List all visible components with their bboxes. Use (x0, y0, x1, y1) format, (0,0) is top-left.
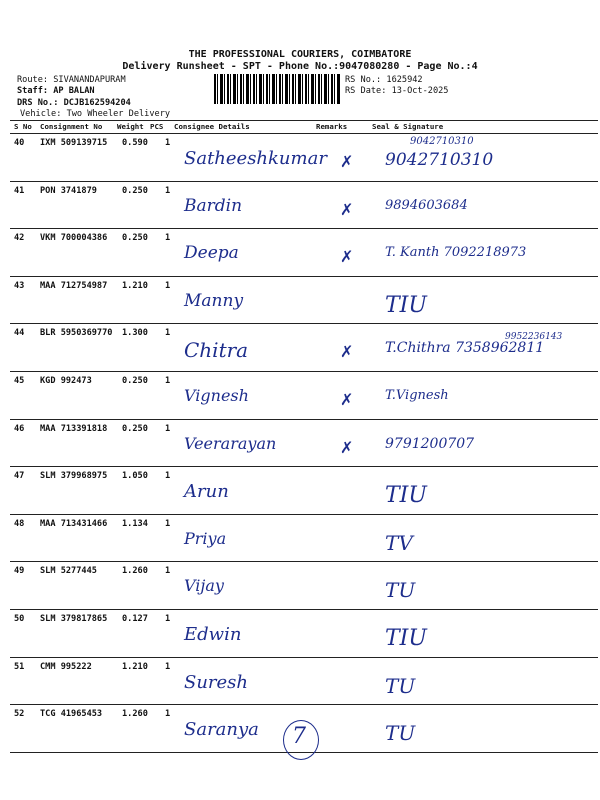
row-divider (10, 181, 598, 182)
rs-number: RS No.: 1625942 (345, 75, 423, 85)
row-remark-mark: ✗ (340, 199, 354, 219)
row-divider (10, 276, 598, 277)
staff-label: Staff: AP BALAN (17, 86, 95, 96)
row-weight: 1.260 (122, 566, 148, 577)
col-weight: Weight (117, 122, 144, 131)
row-remark-mark: ✗ (340, 342, 354, 362)
header-bottom-line (10, 133, 598, 134)
row-sno: 52 (14, 709, 25, 720)
row-pcs: 1 (165, 138, 171, 148)
row-pcs: 1 (165, 423, 171, 434)
row-signature: 9042710310 (385, 150, 494, 170)
row-consignee-name: Satheeshkumar (184, 148, 327, 169)
row-sno: 51 (14, 661, 25, 672)
barcode-icon (214, 74, 340, 104)
row-weight: 0.250 (122, 423, 148, 434)
row-consignee-name: Edwin (184, 624, 242, 645)
stamp-number: 7 (292, 724, 306, 749)
row-pcs: 1 (165, 518, 171, 529)
row-pcs: 1 (165, 661, 171, 672)
row-weight: 1.134 (122, 518, 148, 529)
col-consignment: Consignment No (40, 122, 103, 131)
row-consignment-no: SLM 5277445 (40, 566, 97, 577)
row-pcs: 1 (165, 566, 171, 577)
row-consignment-no: CMM 995222 (40, 661, 92, 672)
row-remark-mark: ✗ (340, 437, 354, 457)
row-consignee-name: Saranya (184, 719, 259, 741)
drs-label: DRS No.: DCJB162594204 (17, 98, 131, 108)
row-weight: 1.300 (122, 328, 148, 339)
row-consignment-no: MAA 713391818 (40, 423, 108, 434)
header-top-line (10, 120, 598, 121)
row-divider (10, 561, 598, 562)
row-consignee-name: Suresh (184, 671, 249, 693)
row-signature: TU (385, 578, 416, 603)
row-sno: 42 (14, 233, 25, 244)
row45-top-note: 9952236143 (505, 332, 563, 342)
row-weight: 0.250 (122, 185, 148, 196)
col-consignee: Consignee Details (174, 122, 250, 131)
row-divider (10, 466, 598, 467)
row-consignee-name: Vignesh (184, 386, 249, 405)
row-pcs: 1 (165, 709, 171, 720)
row-consignee-name: Veerarayan (184, 433, 277, 453)
row-weight: 1.210 (122, 661, 148, 672)
row-consignment-no: PON 3741879 (40, 185, 97, 196)
row-pcs: 1 (165, 614, 171, 624)
row-sno: 45 (14, 376, 25, 386)
row-weight: 1.050 (122, 471, 148, 482)
rs-date: RS Date: 13-Oct-2025 (345, 86, 449, 96)
row-divider (10, 371, 598, 372)
row-pcs: 1 (165, 280, 171, 291)
row-signature: TV (385, 530, 413, 555)
row-consignee-name: Manny (184, 290, 244, 311)
row-sno: 50 (14, 614, 25, 624)
row-signature: TU (385, 721, 416, 746)
row-divider (10, 657, 598, 658)
row-weight: 1.260 (122, 709, 148, 720)
row-consignment-no: VKM 700004386 (40, 233, 108, 244)
route-label: Route: SIVANANDAPURAM (17, 75, 126, 85)
row-sno: 41 (14, 185, 25, 196)
row-sno: 43 (14, 280, 25, 291)
row-sno: 47 (14, 471, 25, 482)
company-title: THE PROFESSIONAL COURIERS, COIMBATORE (188, 49, 412, 60)
row-consignee-name: Arun (184, 481, 229, 503)
col-pcs: PCS (150, 122, 164, 131)
row-divider (10, 228, 598, 229)
row-remark-mark: ✗ (340, 247, 354, 267)
row-consignment-no: MAA 712754987 (40, 280, 108, 291)
col-seal: Seal & Signature (372, 122, 444, 131)
row-divider (10, 609, 598, 610)
row-pcs: 1 (165, 185, 171, 196)
row-sno: 49 (14, 566, 25, 577)
row40-top-note: 9042710310 (410, 136, 474, 147)
col-sno: S No (14, 122, 32, 131)
row-signature: TIU (385, 483, 427, 509)
row-remark-mark: ✗ (340, 390, 354, 409)
row-pcs: 1 (165, 376, 171, 386)
row-consignee-name: Deepa (184, 243, 239, 264)
row-signature: T.Chithra 7358962811 (385, 340, 545, 357)
row-consignee-name: Chitra (184, 338, 249, 363)
row-signature: T.Vignesh (385, 388, 449, 403)
row-consignment-no: SLM 379817865 (40, 614, 108, 624)
runsheet-subtitle: Delivery Runsheet - SPT - Phone No.:9047080280 - Page No.:4 (122, 61, 478, 72)
row-consignment-no: BLR 5950369770 (40, 328, 113, 339)
row-signature: 9894603684 (385, 197, 468, 213)
row-consignment-no: MAA 713431466 (40, 518, 108, 529)
row-signature: T. Kanth 7092218973 (385, 245, 527, 261)
row-consignment-no: KGD 992473 (40, 376, 92, 386)
row-signature: TIU (385, 626, 427, 651)
row-signature: TU (385, 673, 416, 698)
row-pcs: 1 (165, 328, 171, 339)
row-weight: 0.250 (122, 376, 148, 386)
row-consignee-name: Bardin (184, 195, 243, 216)
row-sno: 46 (14, 423, 25, 434)
row-consignment-no: TCG 41965453 (40, 709, 103, 720)
row-pcs: 1 (165, 471, 171, 482)
row-consignment-no: SLM 379968975 (40, 471, 108, 482)
row-divider (10, 514, 598, 515)
row-pcs: 1 (165, 233, 171, 244)
row-weight: 1.210 (122, 280, 148, 291)
row-consignee-name: Vijay (184, 576, 224, 596)
row-weight: 0.250 (122, 233, 148, 244)
col-remarks: Remarks (316, 122, 348, 131)
row-remark-mark: ✗ (340, 152, 354, 171)
row-sno: 44 (14, 328, 25, 339)
row-signature: 9791200707 (385, 435, 475, 452)
row-weight: 0.590 (122, 138, 148, 148)
row-sno: 40 (14, 138, 25, 148)
row-signature: TIU (385, 292, 427, 318)
row-divider (10, 323, 598, 324)
row-consignment-no: IXM 509139715 (40, 138, 108, 148)
row-consignee-name: Priya (184, 528, 227, 548)
row-divider (10, 704, 598, 705)
row-divider (10, 419, 598, 420)
row-sno: 48 (14, 518, 25, 529)
row-weight: 0.127 (122, 614, 148, 624)
vehicle-label: Vehicle: Two Wheeler Delivery (20, 109, 171, 119)
